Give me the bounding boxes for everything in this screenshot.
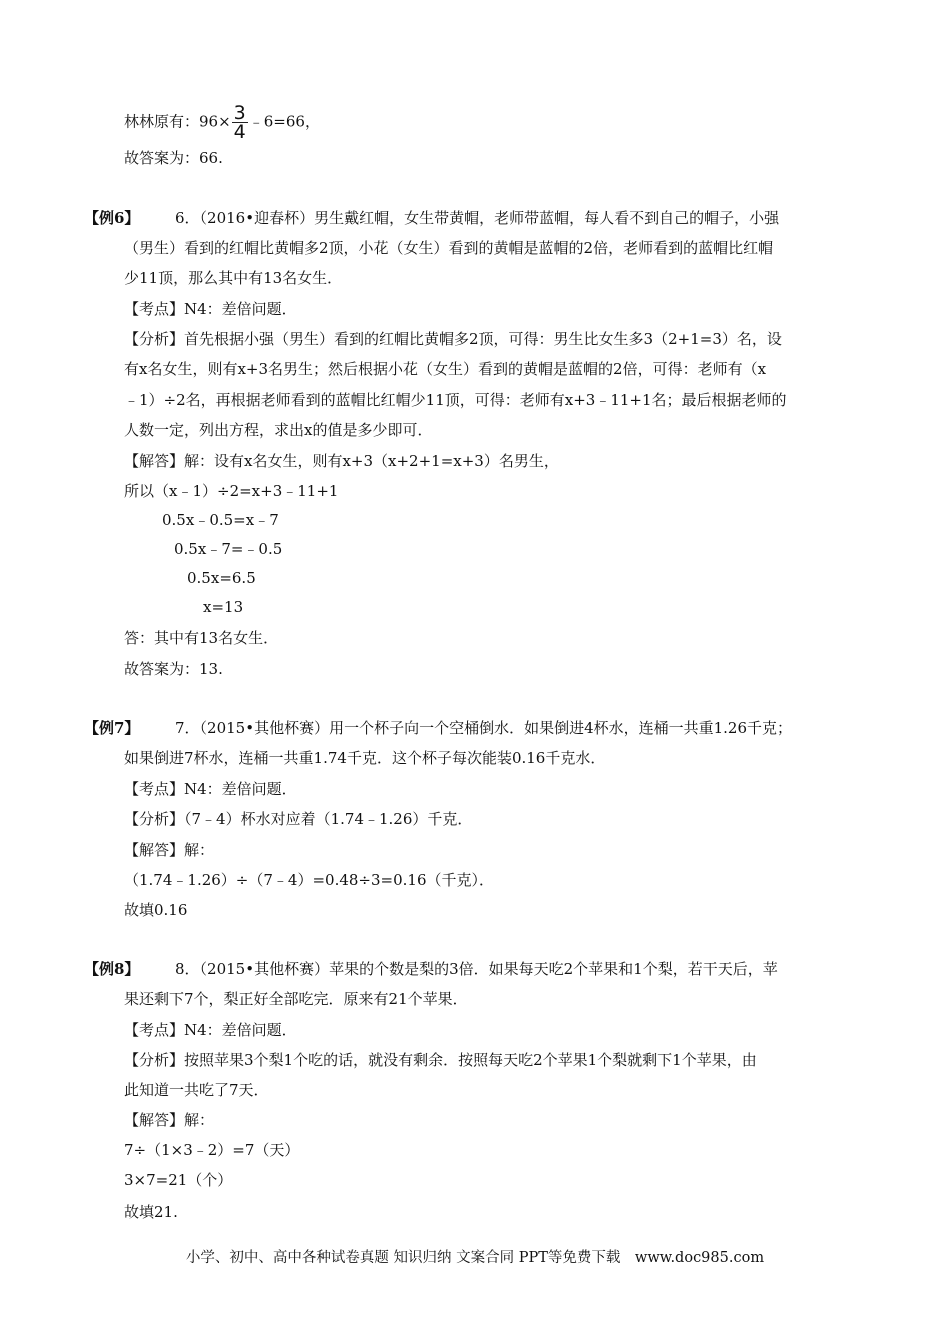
example-6-solution-line-5: 0.5x=6.5 xyxy=(187,569,256,587)
example-7-answer: 故填0.16 xyxy=(124,901,188,919)
example-6-question-line-2: （男生）看到的红帽比黄帽多2顶，小花（女生）看到的黄帽是蓝帽的2倍，老师看到的蓝帽比红帽 xyxy=(124,239,774,257)
fraction-denominator: 4 xyxy=(233,121,246,143)
top-answer: 故答案为：66. xyxy=(124,149,223,167)
example-7-kaodian: 【考点】N4：差倍问题． xyxy=(124,780,297,798)
example-6-question-line-3: 少11顶，那么其中有13名女生． xyxy=(124,269,343,287)
example-6-analysis-line-2: 有x名女生，则有x+3名男生；然后根据小花（女生）看到的黄帽是蓝帽的2倍，可得：老师有（x xyxy=(124,360,767,378)
example-6-question-line-1: 6．（2016•迎春杯）男生戴红帽，女生带黄帽，老师带蓝帽，每人看不到自己的帽子，小强 xyxy=(175,209,780,227)
example-8-solution-line-1: 【解答】解： xyxy=(124,1111,215,1129)
fraction-numerator: 3 xyxy=(233,102,246,124)
linlin-prefix: 林林原有：96× xyxy=(124,112,231,131)
example-6-label: 【例6】 xyxy=(84,209,140,227)
example-8-analysis-line-2: 此知道一共吃了7天． xyxy=(124,1081,269,1099)
example-7-solution-line-1: 【解答】解： xyxy=(124,841,215,859)
example-6-analysis-line-3: ﹣1）÷2名，再根据老师看到的蓝帽比红帽少11顶，可得：老师有x+3﹣11+1名；最后根据老师的 xyxy=(124,391,787,409)
example-6-analysis-line-1: 【分析】首先根据小强（男生）看到的红帽比黄帽多2顶，可得：男生比女生多3（2+1=3）名，设 xyxy=(124,330,782,348)
example-6-analysis-line-4: 人数一定，列出方程，求出x的值是多少即可． xyxy=(124,421,433,439)
example-6-solution-line-1: 【解答】解：设有x名女生，则有x+3（x+2+1=x+3）名男生， xyxy=(124,452,559,470)
page-footer: 小学、初中、高中各种试卷真题 知识归纳 文案合同 PPT等免费下载 www.doc985.com xyxy=(185,1250,765,1266)
example-6-solution-line-3: 0.5x﹣0.5=x﹣7 xyxy=(162,511,279,529)
example-8-question-line-1: 8．（2015•其他杯赛）苹果的个数是梨的3倍．如果每天吃2个苹果和1个梨，若干天后，苹 xyxy=(175,960,778,978)
example-7-label: 【例7】 xyxy=(84,719,140,737)
example-7-question-line-2: 如果倒进7杯水，连桶一共重1.74千克．这个杯子每次能装0.16千克水． xyxy=(124,749,606,767)
example-8-analysis-line-1: 【分析】按照苹果3个梨1个吃的话，就没有剩余．按照每天吃2个苹果1个梨就剩下1个苹果，由 xyxy=(124,1051,757,1069)
example-7-solution-line-2: （1.74﹣1.26）÷（7﹣4）=0.48÷3=0.16（千克）． xyxy=(124,871,494,889)
example-8-solution-line-2: 7÷（1×3﹣2）=7（天） xyxy=(124,1141,300,1159)
example-8-label: 【例8】 xyxy=(84,960,140,978)
example-6-solution-line-6: x=13 xyxy=(203,598,244,616)
example-6-solution-line-2: 所以（x﹣1）÷2=x+3﹣11+1 xyxy=(124,482,339,500)
example-8-solution-line-3: 3×7=21（个） xyxy=(124,1171,233,1189)
linlin-suffix: ﹣6=66， xyxy=(248,112,320,131)
example-7-analysis: 【分析】（7﹣4）杯水对应着（1.74﹣1.26）千克． xyxy=(124,810,473,828)
example-8-kaodian: 【考点】N4：差倍问题． xyxy=(124,1021,297,1039)
example-6-answer-line-2: 故答案为：13. xyxy=(124,660,223,678)
example-8-question-line-2: 果还剩下7个，梨正好全部吃完．原来有21个苹果． xyxy=(124,990,468,1008)
example-6-kaodian: 【考点】N4：差倍问题． xyxy=(124,300,297,318)
example-8-answer: 故填21. xyxy=(124,1203,178,1221)
fraction-three-quarters xyxy=(232,104,248,141)
example-7-question-line-1: 7．（2015•其他杯赛）用一个杯子向一个空桶倒水．如果倒进4杯水，连桶一共重1.26千克； xyxy=(175,719,793,737)
linlin-line xyxy=(124,104,320,141)
example-6-answer-line-1: 答：其中有13名女生． xyxy=(124,629,279,647)
example-6-solution-line-4: 0.5x﹣7=﹣0.5 xyxy=(174,540,283,558)
